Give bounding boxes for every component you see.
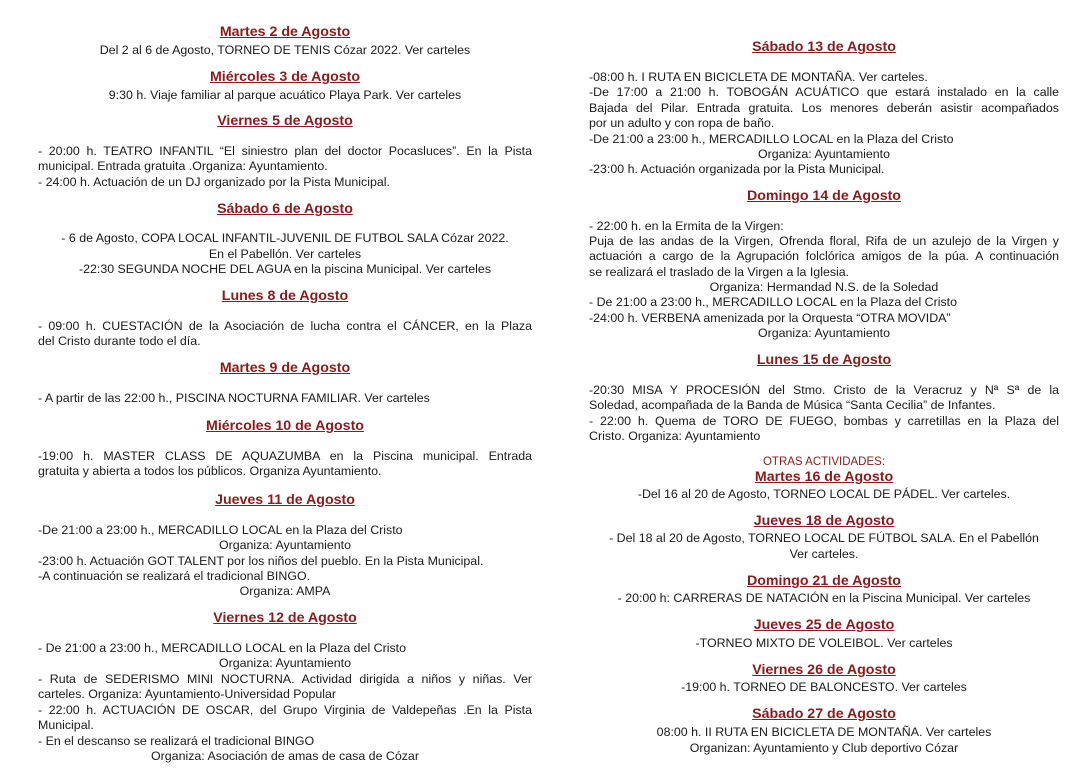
event-line: municipal. Entrada gratuita .Organiza: Ayuntamiento. <box>38 159 328 173</box>
event-line: Puja de las andas de la Virgen, Ofrenda floral, Rifa de un azulejo de la Virgen y <box>589 234 1059 248</box>
event-line: por un adulto y con ropa de baño. <box>589 116 775 130</box>
day-heading-aug-3: Miércoles 3 de Agosto <box>209 69 361 85</box>
event-line: En el Pabellón. Ver carteles <box>208 247 362 261</box>
event-line: gratuita y abierta a todos los públicos. Organiza Ayuntamiento. <box>38 464 382 478</box>
event-line: Del 2 al 6 de Agosto, TORNEO DE TENIS Cózar 2022. Ver carteles <box>99 43 471 57</box>
event-line: -19:00 h. MASTER CLASS DE AQUAZUMBA en la Piscina municipal. Entrada <box>38 449 532 463</box>
event-line: -De 21:00 a 23:00 h., MERCADILLO LOCAL en la Plaza del Cristo <box>38 523 403 537</box>
day-heading-aug-15: Lunes 15 de Agosto <box>756 352 892 368</box>
day-heading-aug-26: Viernes 26 de Agosto <box>752 662 896 678</box>
event-line: carteles. Organiza: Ayuntamiento-Universidad Popular <box>38 687 336 701</box>
event-line: del Cristo durante todo el día. <box>38 334 201 348</box>
event-line: Organiza: AMPA <box>239 584 331 598</box>
day-heading-aug-9: Martes 9 de Agosto <box>219 360 351 376</box>
event-line: 08:00 h. II RUTA EN BICICLETA DE MONTAÑA. Ver carteles <box>656 725 992 739</box>
event-line: actuación a cargo de la Agrupación folclórica amigos de la púa. A continuación <box>589 249 1059 263</box>
day-heading-aug-2: Martes 2 de Agosto <box>219 24 351 40</box>
event-line: -08:00 h. I RUTA EN BICICLETA DE MONTAÑA. Ver carteles. <box>589 70 928 84</box>
event-line: -TORNEO MIXTO DE VOLEIBOL. Ver carteles <box>695 636 953 650</box>
day-heading-aug-11: Jueves 11 de Agosto <box>215 492 355 508</box>
event-line: 9:30 h. Viaje familiar al parque acuático Playa Park. Ver carteles <box>108 88 462 102</box>
day-heading-aug-14: Domingo 14 de Agosto <box>747 188 901 204</box>
event-line: - En el descanso se realizará el tradicional BINGO <box>38 734 315 748</box>
day-heading-aug-25: Jueves 25 de Agosto <box>753 617 895 633</box>
event-line: - A partir de las 22:00 h., PISCINA NOCTURNA FAMILIAR. Ver carteles <box>38 391 430 405</box>
event-line: Organiza: Asociación de amas de casa de Cózar <box>151 749 419 763</box>
event-line: -De 17:00 a 21:00 h. TOBOGÁN ACUÁTICO que estará instalado en la calle <box>589 85 1059 99</box>
event-line: Bajada del Pilar. Entrada gratuita. Los menores deberán asistir acompañados <box>589 101 1059 115</box>
other-activities-heading: OTRAS ACTIVIDADES: <box>762 456 886 468</box>
event-line: - 20:00 h: CARRERAS DE NATACIÓN en la Piscina Municipal. Ver carteles <box>617 591 1031 605</box>
event-line: - 09:00 h. CUESTACIÓN de la Asociación de lucha contra el CÁNCER, en la Plaza <box>38 319 532 333</box>
event-line: Organiza: Ayuntamiento <box>757 326 891 340</box>
event-line: Municipal. <box>38 718 94 732</box>
event-line: - 22:00 h. Quema de TORO DE FUEGO, bombas y carretillas en la Plaza del <box>589 414 1059 428</box>
event-line: Organizan: Ayuntamiento y Club deportivo Cózar <box>689 741 959 755</box>
day-heading-aug-5: Viernes 5 de Agosto <box>217 113 353 129</box>
event-line: -De 21:00 a 23:00 h., MERCADILLO LOCAL en la Plaza del Cristo <box>589 132 954 146</box>
event-line: -19:00 h. TORNEO DE BALONCESTO. Ver carteles <box>681 680 967 694</box>
event-line: -20:30 MISA Y PROCESIÓN del Stmo. Cristo de la Veracruz y Nª Sª de la <box>589 383 1059 397</box>
day-heading-aug-18: Jueves 18 de Agosto <box>753 513 895 529</box>
day-heading-aug-8: Lunes 8 de Agosto <box>221 288 349 304</box>
event-line: -Del 16 al 20 de Agosto, TORNEO LOCAL DE PÁDEL. Ver carteles. <box>637 487 1011 501</box>
day-heading-aug-12: Viernes 12 de Agosto <box>213 610 357 626</box>
day-heading-aug-6: Sábado 6 de Agosto <box>217 201 353 217</box>
day-heading-aug-13: Sábado 13 de Agosto <box>752 39 896 55</box>
event-line: - 20:00 h. TEATRO INFANTIL “El siniestro plan del doctor Pocasluces”. En la Pista <box>38 144 532 158</box>
event-line: Organiza: Ayuntamiento <box>218 538 352 552</box>
event-line: - 22:00 h. en la Ermita de la Virgen: <box>589 219 784 233</box>
event-line: - 6 de Agosto, COPA LOCAL INFANTIL-JUVENIL DE FUTBOL SALA Cózar 2022. <box>61 231 509 245</box>
event-line: -23:00 h. Actuación GOT TALENT por los niños del pueblo. En la Pista Municipal. <box>38 554 484 568</box>
event-line: - Del 18 al 20 de Agosto, TORNEO LOCAL DE FÚTBOL SALA. En el Pabellón <box>609 531 1039 545</box>
event-line: -22:30 SEGUNDA NOCHE DEL AGUA en la piscina Municipal. Ver carteles <box>78 262 492 276</box>
event-line: Organiza: Hermandad N.S. de la Soledad <box>709 280 939 294</box>
day-heading-aug-10: Miércoles 10 de Agosto <box>206 418 364 434</box>
event-line: - 24:00 h. Actuación de un DJ organizado por la Pista Municipal. <box>38 175 390 189</box>
event-line: - 22:00 h. ACTUACIÓN DE OSCAR, del Grupo Virginia de Valdepeñas .En la Pista <box>38 703 532 717</box>
event-line: Cristo. Organiza: Ayuntamiento <box>589 429 761 443</box>
event-line: se realizará el traslado de la Virgen a la Iglesia. <box>589 265 850 279</box>
event-line: - Ruta de SEDERISMO MINI NOCTURNA. Actividad dirigida a niños y niñas. Ver <box>38 672 532 686</box>
day-heading-aug-21: Domingo 21 de Agosto <box>747 573 901 589</box>
event-line: - De 21:00 a 23:00 h., MERCADILLO LOCAL en la Plaza del Cristo <box>589 295 957 309</box>
day-heading-aug-27: Sábado 27 de Agosto <box>752 706 896 722</box>
event-line: - De 21:00 a 23:00 h., MERCADILLO LOCAL en la Plaza del Cristo <box>38 641 406 655</box>
event-line: -24:00 h. VERBENA amenizada por la Orquesta “OTRA MOVIDA” <box>589 311 951 325</box>
day-heading-aug-16: Martes 16 de Agosto <box>754 469 894 485</box>
event-line: Organiza: Ayuntamiento <box>757 147 891 161</box>
event-line: -A continuación se realizará el tradicional BINGO. <box>38 569 311 583</box>
event-line: Soledad, acompañada de la Banda de Música “Santa Cecilia” de Infantes. <box>589 398 996 412</box>
event-line: -23:00 h. Actuación organizada por la Pista Municipal. <box>589 162 885 176</box>
event-line: Organiza: Ayuntamiento <box>218 656 352 670</box>
event-line: Ver carteles. <box>789 547 859 561</box>
